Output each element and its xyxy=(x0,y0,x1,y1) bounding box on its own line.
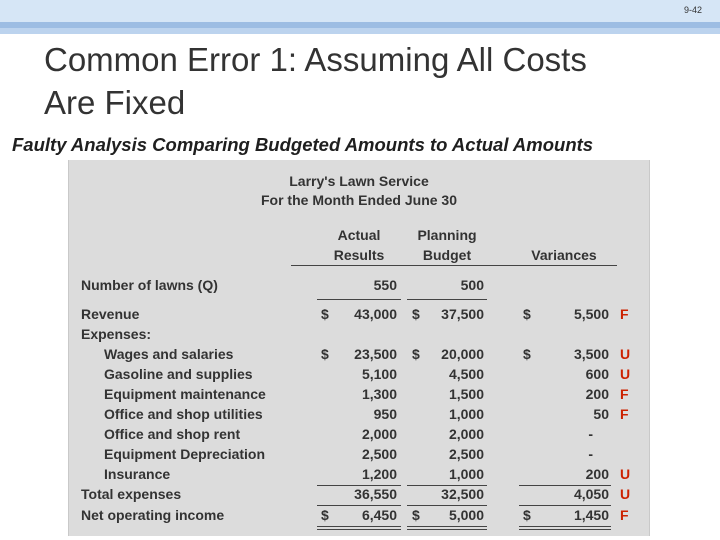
variance-flag: U xyxy=(620,466,631,482)
row-label: Number of lawns (Q) xyxy=(81,277,218,293)
actual-currency: $ xyxy=(321,306,329,322)
budget-value: 32,500 xyxy=(441,486,484,502)
budget-value: 5,000 xyxy=(448,507,484,523)
row-label: Gasoline and supplies xyxy=(104,366,253,382)
col-head-variances: Variances xyxy=(531,247,597,263)
budget-value: 2,500 xyxy=(448,446,484,462)
budget-currency: $ xyxy=(412,306,420,322)
actual-total-line xyxy=(317,505,401,506)
row-expenses-heading xyxy=(69,326,649,346)
budget-value: 4,500 xyxy=(448,366,484,382)
budget-currency: $ xyxy=(412,346,420,362)
row-label: Expenses: xyxy=(81,326,152,342)
budget-value: 1,500 xyxy=(448,386,484,402)
slide-subtitle: Faulty Analysis Comparing Budgeted Amounts to Actual Amounts xyxy=(12,134,594,155)
row-label: Equipment Depreciation xyxy=(104,446,266,462)
actual-value: 2,500 xyxy=(361,446,397,462)
row-label: Total expenses xyxy=(81,486,182,502)
variance-value: 1,450 xyxy=(573,507,609,523)
actual-double-underline-1 xyxy=(317,526,401,527)
variance-value: 5,500 xyxy=(573,306,609,322)
variance-flag: U xyxy=(620,486,631,502)
budget-value: 20,000 xyxy=(441,346,484,362)
actual-value: 1,300 xyxy=(361,386,397,402)
actual-value: 6,450 xyxy=(361,507,397,523)
variance-value: 4,050 xyxy=(573,486,609,502)
actual-value: 1,200 xyxy=(361,466,397,482)
title-line-2: Are Fixed xyxy=(44,84,186,121)
variance-value: - xyxy=(588,426,593,442)
variance-flag: F xyxy=(620,406,629,422)
company-name: Larry's Lawn Service xyxy=(289,173,429,189)
col-head-actual-l1: Actual xyxy=(337,227,381,243)
budget-value: 37,500 xyxy=(441,306,484,322)
variance-flag: U xyxy=(620,366,631,382)
variance-flag: F xyxy=(620,306,629,322)
row-equipment-depreciation xyxy=(69,446,649,466)
row-label: Revenue xyxy=(81,306,140,322)
actual-overline xyxy=(317,299,401,300)
row-revenue xyxy=(69,306,649,326)
header-underline xyxy=(291,265,617,266)
actual-value: 2,000 xyxy=(361,426,397,442)
budget-value: 2,000 xyxy=(448,426,484,442)
row-number-of-lawns xyxy=(69,277,649,297)
variance-flag: F xyxy=(620,507,629,523)
slide-title xyxy=(44,38,684,124)
variance-value: - xyxy=(588,446,593,462)
variance-value: 50 xyxy=(593,406,609,422)
report-period: For the Month Ended June 30 xyxy=(260,192,457,208)
row-office-and-shop-utilities xyxy=(69,406,649,426)
actual-value: 5,100 xyxy=(361,366,397,382)
variance-value: 200 xyxy=(585,466,609,482)
row-wages-and-salaries xyxy=(69,346,649,366)
variance-currency: $ xyxy=(523,507,531,523)
col-head-actual-l2: Results xyxy=(333,247,385,263)
row-net-operating-income xyxy=(69,507,649,527)
variance-double-underline-1 xyxy=(519,526,611,527)
actual-value: 950 xyxy=(373,406,397,422)
budget-value: 1,000 xyxy=(448,406,484,422)
row-gasoline-and-supplies xyxy=(69,366,649,386)
row-label: Office and shop rent xyxy=(104,426,241,442)
col-head-planning-l1: Planning xyxy=(417,227,477,243)
budget-overline xyxy=(407,299,487,300)
row-label: Office and shop utilities xyxy=(104,406,263,422)
slide-number: 9-42 xyxy=(683,5,702,15)
variance-double-underline-2 xyxy=(519,529,611,530)
actual-value: 43,000 xyxy=(354,306,397,322)
variance-currency: $ xyxy=(523,346,531,362)
variance-total-line xyxy=(519,505,611,506)
variance-value: 600 xyxy=(585,366,609,382)
variance-value: 3,500 xyxy=(573,346,609,362)
variance-currency: $ xyxy=(523,306,531,322)
actual-value: 550 xyxy=(373,277,397,293)
actual-currency: $ xyxy=(321,507,329,523)
row-total-expenses xyxy=(69,486,649,506)
budget-total-line xyxy=(407,505,487,506)
header-band xyxy=(0,0,720,22)
variance-flag: F xyxy=(620,386,629,402)
row-label: Net operating income xyxy=(81,507,225,523)
title-line-1: Common Error 1: Assuming All Costs xyxy=(44,41,587,78)
variance-flag: U xyxy=(620,346,631,362)
col-head-planning-l2: Budget xyxy=(422,247,472,263)
variance-value: 200 xyxy=(585,386,609,402)
budget-currency: $ xyxy=(412,507,420,523)
budget-double-underline-2 xyxy=(407,529,487,530)
actual-value: 36,550 xyxy=(354,486,397,502)
row-equipment-maintenance xyxy=(69,386,649,406)
budget-value: 1,000 xyxy=(448,466,484,482)
row-insurance xyxy=(69,466,649,486)
row-label: Insurance xyxy=(104,466,171,482)
budget-double-underline-1 xyxy=(407,526,487,527)
actual-currency: $ xyxy=(321,346,329,362)
header-stripe-light xyxy=(0,28,720,34)
budget-value: 500 xyxy=(460,277,484,293)
row-label: Equipment maintenance xyxy=(104,386,266,402)
income-statement-panel xyxy=(68,160,650,536)
row-label: Wages and salaries xyxy=(104,346,234,362)
actual-double-underline-2 xyxy=(317,529,401,530)
actual-value: 23,500 xyxy=(354,346,397,362)
row-office-and-shop-rent xyxy=(69,426,649,446)
